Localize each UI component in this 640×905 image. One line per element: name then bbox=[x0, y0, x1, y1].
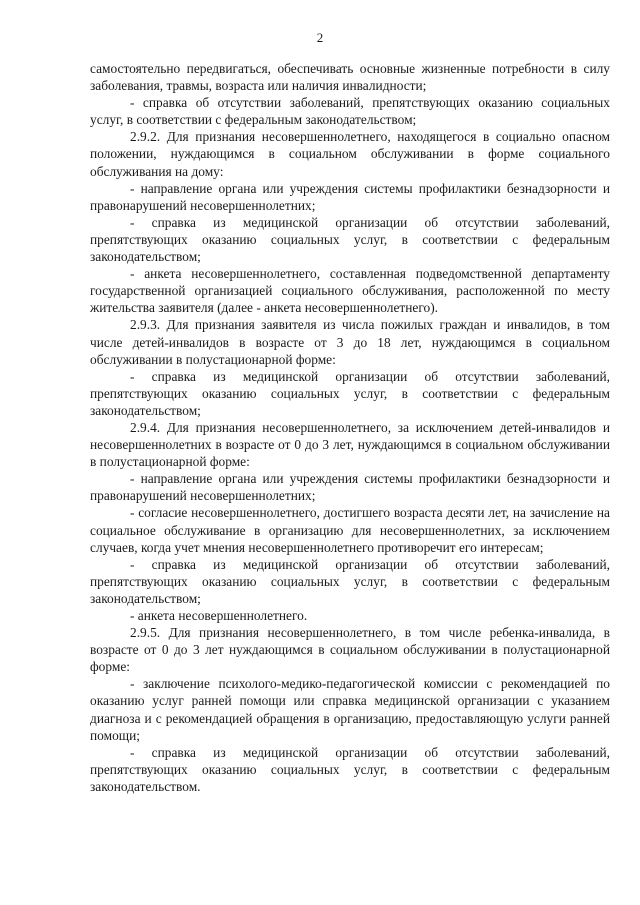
paragraph-item: - анкета несовершеннолетнего. bbox=[130, 608, 308, 623]
paragraph-item: - справка из медицинской организации об отсутствии заболеваний, препятствующих оказанию социальных услуг, в соответствии с федеральным законодательством; bbox=[90, 214, 610, 265]
paragraph-clause-2-9-5: 2.9.5. Для признания несовершеннолетнего, в том числе ребенка-инвалида, в возрасте от 0 до 3 лет нуждающимся в социальном обслуживании в полустационарной форме: bbox=[90, 625, 610, 675]
paragraph-item: - справка из медицинской организации об отсутствии заболеваний, препятствующих оказанию социальных услуг, в соответствии с федеральным законодательством; bbox=[90, 368, 610, 418]
paragraph-item: - направление органа или учреждения системы профилактики безнадзорности и правонарушений несовершеннолетних; bbox=[90, 471, 610, 504]
page-number: 2 bbox=[316, 30, 324, 45]
paragraph-item: - направление органа или учреждения системы профилактики безнадзорности и правонарушений несовершеннолетних; bbox=[90, 180, 610, 213]
paragraph-clause-2-9-2: 2.9.2. Для признания несовершеннолетнего, находящегося в социально опасном положении, нуждающимся в социальном обслуживании в форме социального обслуживания на дому: bbox=[90, 129, 610, 179]
paragraph-item: - заключение психолого-медико-педагогической комиссии с рекомендацией по оказанию услуг ранней помощи или справка медицинской организации с указанием диагноза и с рекомендацией обращения в организацию, предоставляющую услуги ранней помощи; bbox=[90, 676, 610, 743]
paragraph-item: - согласие несовершеннолетнего, достигшего возраста десяти лет, на зачисление на социальное обслуживание в организацию для несовершеннолетних, за исключением случаев, когда учет мнения несовершеннолетнего противоречит его интересам; bbox=[90, 505, 610, 555]
paragraph-item: - анкета несовершеннолетнего, составленная подведомственной департаменту государственной организацией социального обслуживания, расположенной по месту жительства заявителя (далее - анкета несовершеннолетнего). bbox=[90, 266, 610, 316]
document-body bbox=[90, 60, 610, 795]
paragraph-item: - справка об отсутствии заболеваний, препятствующих оказанию социальных услуг, в соответствии с федеральным законодательством; bbox=[90, 95, 610, 128]
paragraph-item: - справка из медицинской организации об отсутствии заболеваний, препятствующих оказанию социальных услуг, в соответствии с федеральным законодательством; bbox=[90, 556, 610, 606]
paragraph-clause-2-9-3: 2.9.3. Для признания заявителя из числа пожилых граждан и инвалидов, в том числе детей-инвалидов в возрасте от 3 до 18 лет, нуждающимся в социальном обслуживании в полустационарной форме: bbox=[90, 317, 610, 367]
paragraph-continuation: самостоятельно передвигаться, обеспечивать основные жизненные потребности в силу заболевания, травмы, возраста или наличия инвалидности; bbox=[90, 61, 610, 94]
paragraph-clause-2-9-4: 2.9.4. Для признания несовершеннолетнего, за исключением детей-инвалидов и несовершеннолетних в возрасте от 0 до 3 лет, нуждающимся в социальном обслуживании в полустационарной форме: bbox=[90, 419, 610, 470]
paragraph-item: - справка из медицинской организации об отсутствии заболеваний, препятствующих оказанию социальных услуг, в соответствии с федеральным законодательством. bbox=[90, 744, 610, 794]
